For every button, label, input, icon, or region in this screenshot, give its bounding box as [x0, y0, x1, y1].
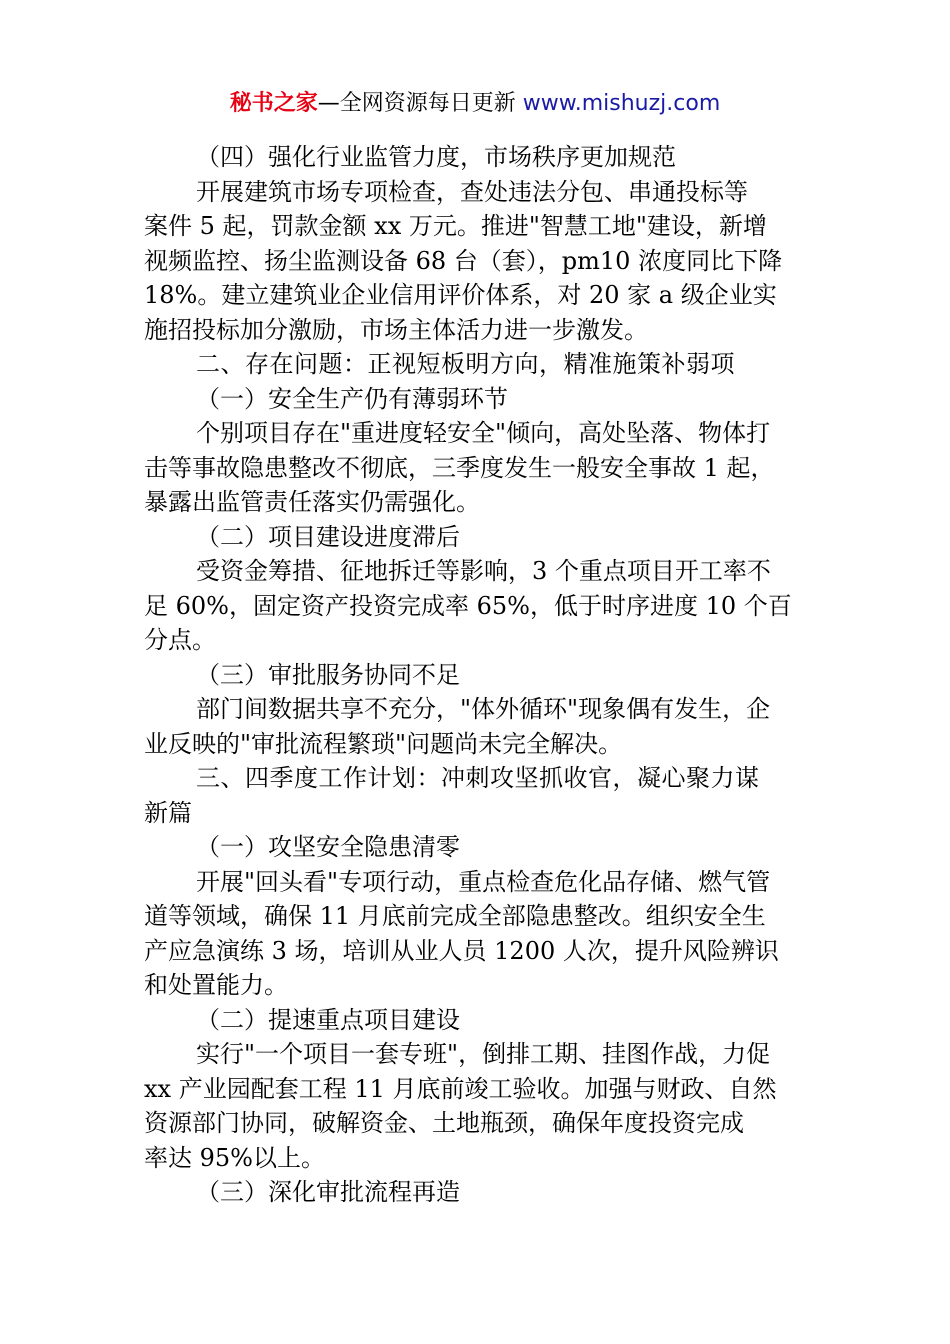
subsection-heading: （一）安全生产仍有薄弱环节 [196, 384, 508, 413]
paragraph-line: 道等领域，确保 11 月底前完成全部隐患整改。组织安全生 [144, 902, 766, 930]
paragraph-line: 18%。建立建筑业企业信用评价体系，对 20 家 a 级企业实 [144, 281, 777, 309]
paragraph-line: 开展建筑市场专项检查，查处违法分包、串通投标等 [196, 177, 748, 206]
page-header [0, 88, 950, 120]
paragraph-line: 分点。 [144, 626, 216, 654]
paragraph-line: 个别项目存在"重进度轻安全"倾向，高处坠落、物体打 [196, 419, 771, 447]
subsection-heading: （三）深化审批流程再造 [196, 1178, 460, 1206]
website-link[interactable]: www.mishuzj.com [522, 91, 721, 116]
document-body [144, 140, 808, 1210]
paragraph-line: 开展"回头看"专项行动，重点检查危化品存储、燃气管 [196, 867, 771, 896]
subsection-heading: （三）审批服务协同不足 [196, 660, 460, 689]
paragraph-line: 受资金筹措、征地拆迁等影响，3 个重点项目开工率不 [196, 557, 771, 585]
paragraph-line: 产应急演练 3 场，培训从业人员 1200 人次，提升风险辨识 [144, 936, 779, 965]
paragraph-line: 业反映的"审批流程繁琐"问题尚未完全解决。 [144, 729, 623, 758]
paragraph-line: 和处置能力。 [144, 971, 288, 999]
paragraph-line: 视频监控、扬尘监测设备 68 台（套），pm10 浓度同比下降 [144, 246, 783, 275]
section-heading-continued: 新篇 [144, 798, 192, 827]
brand-name: 秘书之家 [229, 91, 318, 116]
header-tagline: —全网资源每日更新 [317, 91, 516, 116]
subsection-heading: （二）项目建设进度滞后 [196, 522, 460, 551]
paragraph-line: 足 60%，固定资产投资完成率 65%，低于时序进度 10 个百 [144, 591, 792, 620]
paragraph-line: 施招投标加分激励，市场主体活力进一步激发。 [144, 315, 648, 344]
paragraph-line: 率达 95%以上。 [144, 1143, 325, 1172]
paragraph-line: 案件 5 起，罚款金额 xx 万元。推进"智慧工地"建设，新增 [144, 212, 767, 240]
paragraph-line: 资源部门协同，破解资金、土地瓶颈，确保年度投资完成 [144, 1109, 744, 1137]
paragraph-line: 击等事故隐患整改不彻底，三季度发生一般安全事故 1 起， [144, 453, 775, 482]
paragraph-line: 暴露出监管责任落实仍需强化。 [144, 488, 480, 516]
subsection-heading: （二）提速重点项目建设 [196, 1005, 460, 1034]
subsection-heading: （四）强化行业监管力度，市场秩序更加规范 [196, 143, 676, 171]
section-heading: 二、存在问题：正视短板明方向，精准施策补弱项 [196, 350, 735, 378]
paragraph-line: xx 产业园配套工程 11 月底前竣工验收。加强与财政、自然 [144, 1074, 777, 1103]
paragraph-line: 实行"一个项目一套专班"，倒排工期、挂图作战，力促 [196, 1040, 771, 1068]
subsection-heading: （一）攻坚安全隐患清零 [196, 833, 460, 861]
paragraph-line: 部门间数据共享不充分，"体外循环"现象偶有发生，企 [196, 695, 771, 723]
section-heading: 三、四季度工作计划：冲刺攻坚抓收官，凝心聚力谋 [196, 764, 760, 792]
